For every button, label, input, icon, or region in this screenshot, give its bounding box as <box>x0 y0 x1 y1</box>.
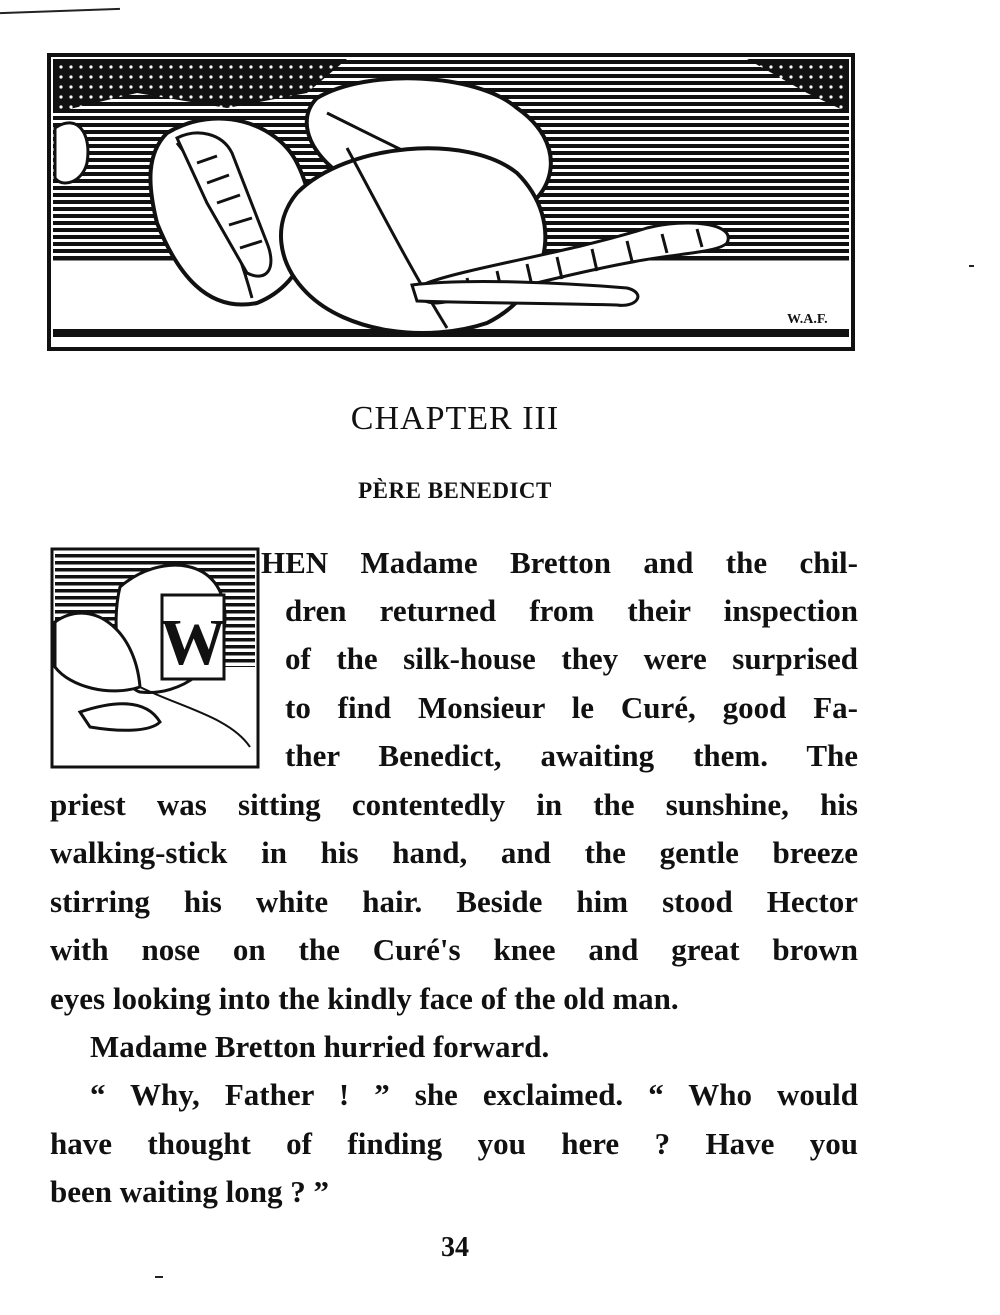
scan-mark <box>0 8 120 14</box>
text-line: to find Monsieur le Curé, good Fa- <box>285 690 858 725</box>
headpiece-illustration <box>47 53 855 351</box>
chapter-subtitle: PÈRE BENEDICT <box>358 478 552 503</box>
text-line: HEN Madame Bretton and the chil- <box>261 545 858 580</box>
artist-monogram: W.A.F. <box>787 312 828 327</box>
text-line: of the silk-house they were surprised <box>285 641 858 676</box>
chapter-title: CHAPTER III <box>350 400 560 437</box>
drop-cap-illustration <box>50 547 260 769</box>
text-line: priest was sitting contentedly in the sunshine, his <box>50 787 858 822</box>
text-line: with nose on the Curé's knee and great brown <box>50 932 858 967</box>
scan-dot <box>155 1276 163 1278</box>
text-line: walking-stick in his hand, and the gentle breeze <box>50 835 858 870</box>
text-line: eyes looking into the kindly face of the old man. <box>50 981 679 1016</box>
text-line: Madame Bretton hurried forward. <box>90 1029 550 1064</box>
scan-dot <box>969 265 974 267</box>
text-line: dren returned from their inspection <box>285 593 858 628</box>
text-line: stirring his white hair. Beside him stood Hector <box>50 884 858 919</box>
text-line: “ Why, Father ! ” she exclaimed. “ Who would <box>90 1077 858 1112</box>
drop-cap-letter: W <box>160 606 226 679</box>
text-line: been waiting long ? ” <box>50 1174 330 1209</box>
page-number: 34 <box>441 1232 469 1263</box>
text-line: ther Benedict, awaiting them. The <box>285 738 858 773</box>
text-line: have thought of finding you here ? Have you <box>50 1126 858 1161</box>
